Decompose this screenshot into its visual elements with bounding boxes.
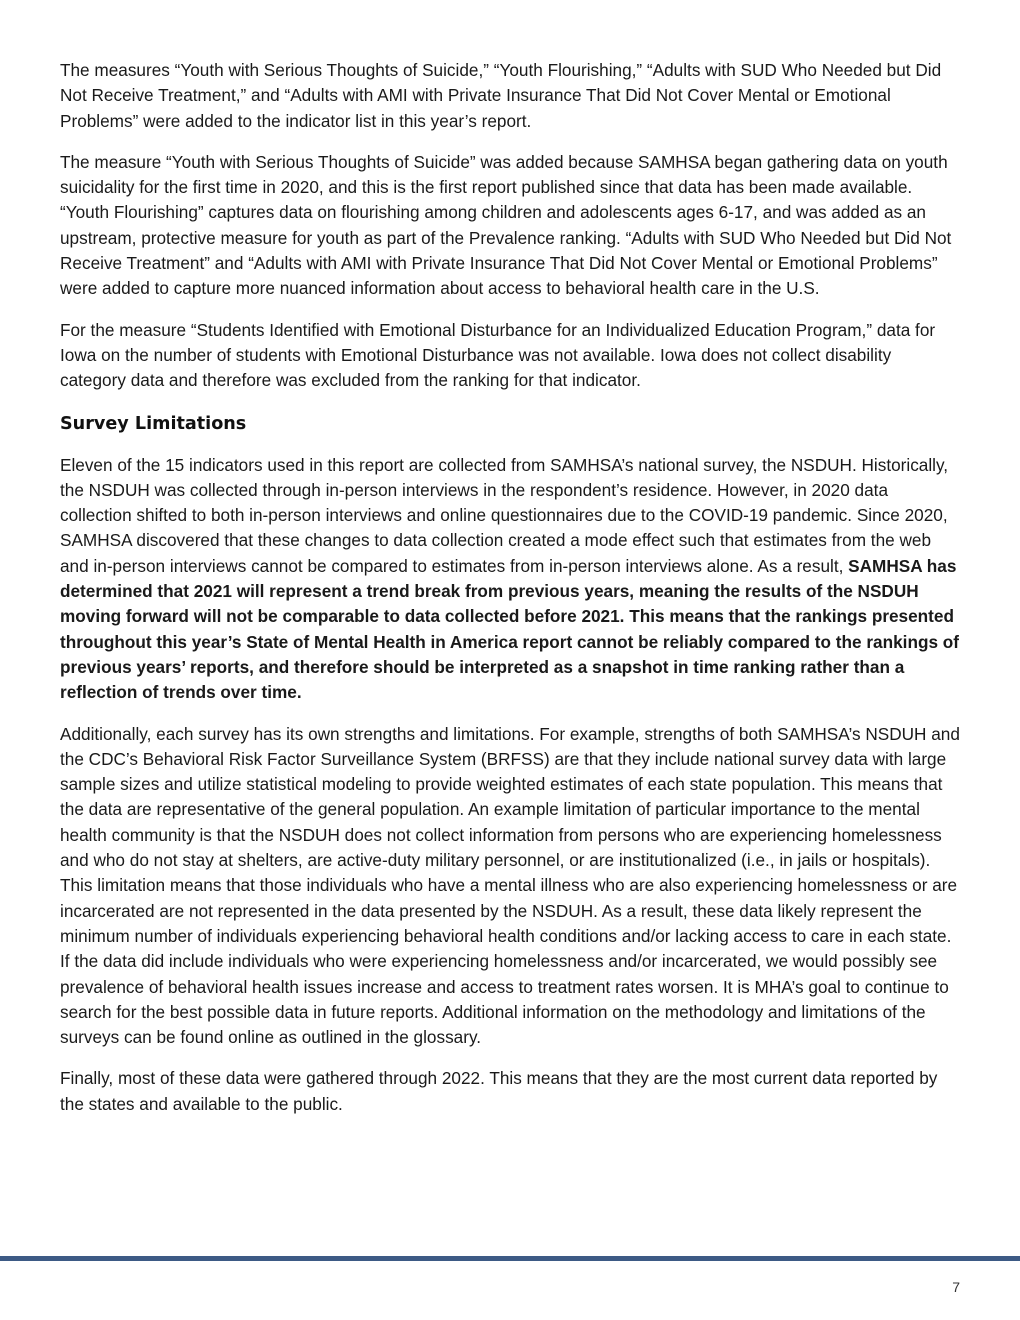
trend-break-bold-text: SAMHSA has determined that 2021 will represent a trend break from previous years, meaning the results of the NSDUH moving forward will not be comparable to data collected before 2021. This means that the rankings presented throughout this year’s State of Mental Health in America report cannot be reliably compared to the rankings of previous years’ reports, and therefore should be interpreted as a snapshot in time ranking rather than a reflection of trends over time.	[60, 555, 959, 703]
page-number: 7	[952, 1279, 960, 1295]
paragraph-survey-strengths-limitations: Additionally, each survey has its own strengths and limitations. For example, strengths of both SAMHSA’s NSDUH and the CDC’s Behavioral Risk Factor Surveillance System (BRFSS) are that they include national survey data with large sample sizes and utilize statistical modeling to provide weighted estimates of each state population. This means that the data are representative of the general population. An example limitation of particular importance to the mental health community is that the NSDUH does not collect information from persons who are experiencing homelessness and who do not stay at shelters, are active-duty military personnel, or are institutionalized (i.e., in jails or hospitals). This limitation means that those individuals who have a mental illness who are also experiencing homelessness or are incarcerated are not represented in the data presented by the NSDUH. As a result, these data likely represent the minimum number of individuals experiencing behavioral health conditions and/or lacking access to care in each state. If the data did include individuals who were experiencing homelessness and/or incarcerated, we would possibly see prevalence of behavioral health issues increase and access to treatment rates worsen. It is MHA’s goal to continue to search for the best possible data in future reports. Additional information on the methodology and limitations of the surveys can be found online as outlined in the glossary.	[60, 723, 960, 1048]
section-heading-survey-limitations: Survey Limitations	[60, 413, 247, 434]
paragraph-data-currency: Finally, most of these data were gathered through 2022. This means that they are the most current data reported by the states and available to the public.	[60, 1068, 938, 1114]
footer-rule	[0, 1256, 1020, 1261]
paragraph-iowa-exclusion: For the measure “Students Identified with Emotional Disturbance for an Individualized Education Program,” data for Iowa on the number of students with Emotional Disturbance was not available. Iowa does not collect disability category data and therefore was excluded from the ranking for that indicator.	[60, 319, 936, 391]
paragraph-nsduh-trend-break	[60, 453, 960, 706]
paragraph-new-measures: The measures “Youth with Serious Thoughts of Suicide,” “Youth Flourishing,” “Adults with SUD Who Needed but Did Not Receive Treatment,” and “Adults with AMI with Private Insurance That Did Not Cover Mental or Emotional Problems” were added to the indicator list in this year’s report.	[60, 60, 942, 131]
document-body	[60, 58, 960, 1133]
paragraph-measure-rationale: The measure “Youth with Serious Thoughts of Suicide” was added because SAMHSA began gathering data on youth suicidality for the first time in 2020, and this is the first report published since that data has been made available. “Youth Flourishing” captures data on flourishing among children and adolescents ages 6-17, and was added as an upstream, protective measure for youth as part of the Prevalence ranking. “Adults with SUD Who Needed but Did Not Receive Treatment” and “Adults with AMI with Private Insurance That Did Not Cover Mental or Emotional Problems” were added to capture more nuanced information about access to behavioral health care in the U.S.	[60, 151, 952, 299]
trend-break-intro-text: Eleven of the 15 indicators used in this report are collected from SAMHSA’s national survey, the NSDUH. Historically, the NSDUH was collected through in-person interviews in the respondent’s residence. However, in 2020 data collection shifted to both in-person interviews and online questionnaires due to the COVID-19 pandemic. Since 2020, SAMHSA discovered that these changes to data collection created a mode effect such that estimates from the web and in-person interviews cannot be compared to estimates from in-person interviews alone. As a result,	[60, 454, 949, 576]
